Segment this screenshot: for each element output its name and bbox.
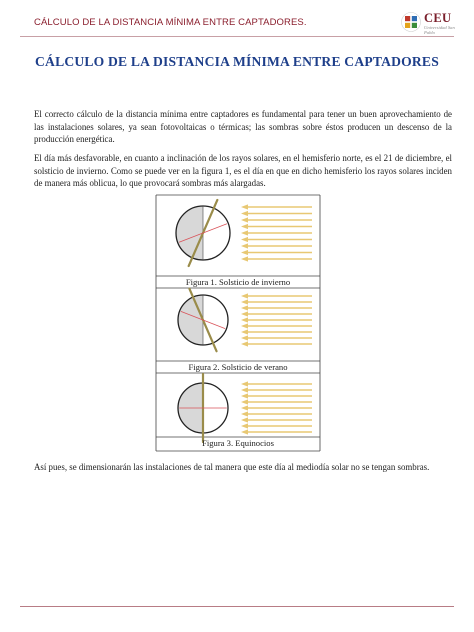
figure-3-sun-ray-arrowhead — [241, 411, 248, 416]
page-title: CÁLCULO DE LA DISTANCIA MÍNIMA ENTRE CAPTADORES — [35, 54, 439, 69]
figure-2-sun-ray-arrowhead — [241, 299, 248, 304]
figure-1-sun-ray-arrowhead — [241, 250, 248, 255]
figure-2-sun-ray-arrowhead — [241, 341, 248, 346]
figure-2-caption: Figura 2. Solsticio de verano — [188, 362, 288, 372]
paragraph-intro: El correcto cálculo de la distancia mínima entre captadores es fundamental para tener un buen aprovechamiento de las instalaciones solares, ya sean fotovoltaicas o térmicas; las sombras sobre éstos producen un descenso de la producción energética. — [34, 109, 452, 145]
figure-3-sun-ray-arrowhead — [241, 387, 248, 392]
figure-2-night-half — [178, 295, 203, 345]
figure-2-sun-ray-arrowhead — [241, 317, 248, 322]
figure-1-caption: Figura 1. Solsticio de invierno — [185, 277, 291, 287]
figure-1-sun-ray-arrowhead — [241, 217, 248, 222]
figure-2-sun-ray-arrowhead — [241, 305, 248, 310]
figure-2-sun-ray-arrowhead — [241, 329, 248, 334]
figure-3-sun-ray-arrowhead — [241, 381, 248, 386]
logo-name: CEU — [424, 11, 452, 25]
figure-2-sun-ray-arrowhead — [241, 311, 248, 316]
logo-subtitle: Universidad San Pablo — [424, 25, 455, 36]
figure-1-sun-ray-arrowhead — [241, 224, 248, 229]
figure-3-sun-ray-arrowhead — [241, 405, 248, 410]
paragraph-winter: El día más desfavorable, en cuanto a inclinación de los rayos solares, en el hemisferio norte, es el 21 de diciembre, el solsticio de invierno. Como se puede ver en la figura 1, es el día en que en dicho hemisferio los rayos solares inciden de manera más oblicua, lo que provocará sombras más alargadas. — [34, 153, 452, 189]
figure-3-sun-ray-arrowhead — [241, 429, 248, 434]
figure-3-sun-ray-arrowhead — [241, 423, 248, 428]
figure-1-sun-ray-arrowhead — [241, 230, 248, 235]
figure-1-sun-ray-arrowhead — [241, 204, 248, 209]
figure-2-sun-ray-arrowhead — [241, 293, 248, 298]
figure-3-caption: Figura 3. Equinocios — [202, 438, 274, 448]
figure-1-sun-ray-arrowhead — [241, 243, 248, 248]
figure-1-sun-ray-arrowhead — [241, 256, 248, 261]
footer-divider — [20, 606, 454, 607]
paragraph-conclusion: Así pues, se dimensionarán las instalaciones de tal manera que este día al mediodía solar no se tengan sombras. — [34, 462, 430, 472]
figure-3-sun-ray-arrowhead — [241, 417, 248, 422]
figure-3-sun-ray-arrowhead — [241, 399, 248, 404]
figure-1-sun-ray-arrowhead — [241, 211, 248, 216]
figure-2-sun-ray-arrowhead — [241, 335, 248, 340]
figure-2-sun-ray-arrowhead — [241, 323, 248, 328]
figure-3-sun-ray-arrowhead — [241, 393, 248, 398]
figure-1-night-half — [176, 206, 203, 260]
figure-1-sun-ray-arrowhead — [241, 237, 248, 242]
running-header: CÁLCULO DE LA DISTANCIA MÍNIMA ENTRE CAPTADORES. — [34, 17, 307, 28]
